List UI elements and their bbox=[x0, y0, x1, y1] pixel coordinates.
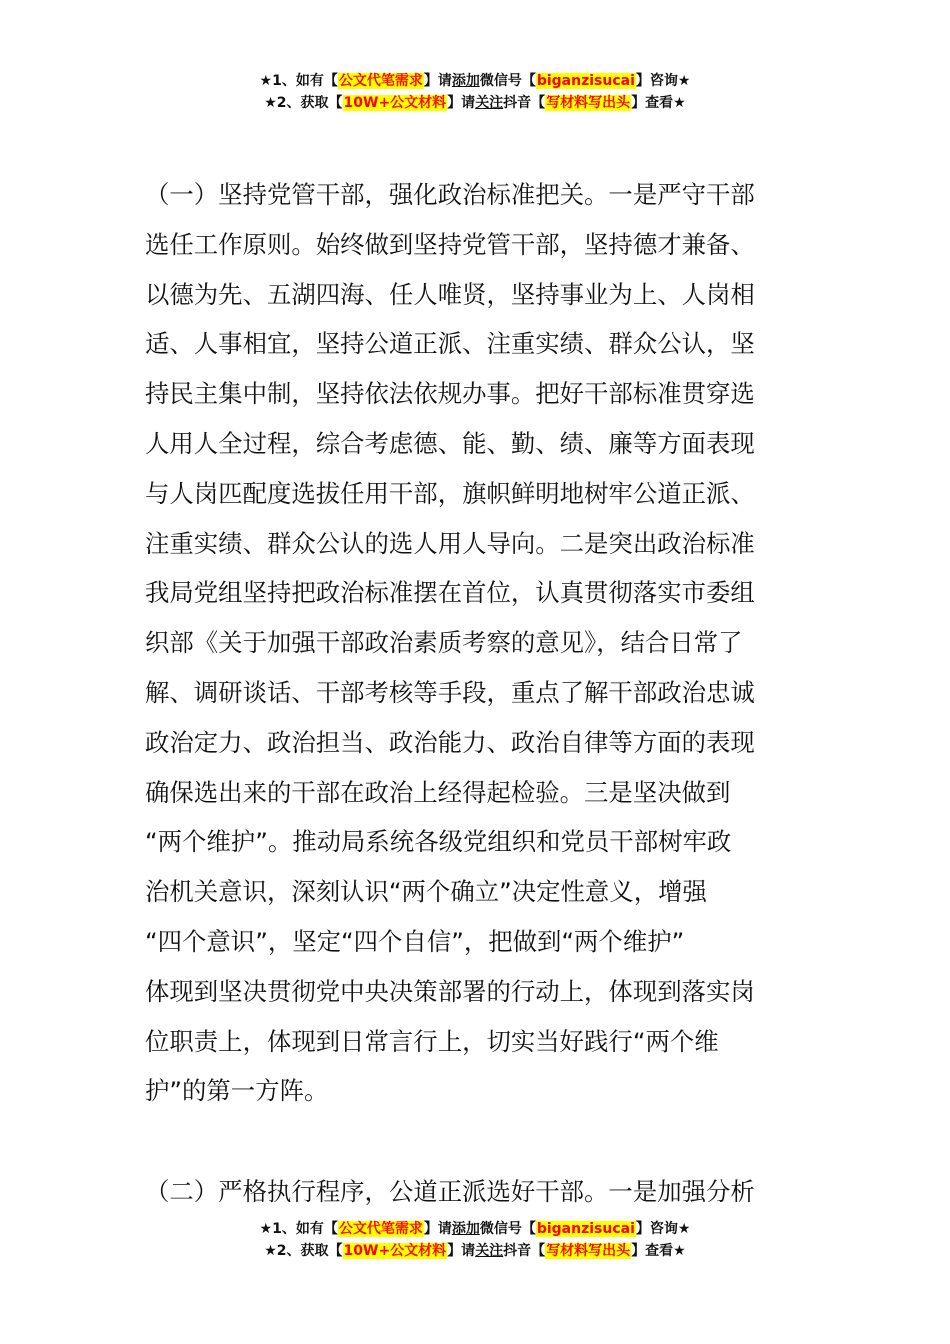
promo-text: 微信号【 bbox=[479, 73, 536, 89]
promo-highlight: biganzisucai bbox=[536, 1221, 635, 1237]
paragraph-line: 持民主集中制，坚持依法依规办事。把好干部标准贯穿选 bbox=[145, 379, 755, 409]
paragraph-line: （一）坚持党管干部，强化政治标准把关。一是严守干部 bbox=[145, 180, 755, 209]
promo-highlight: 10W+公文材料 bbox=[343, 95, 447, 111]
promo-text: 】请 bbox=[423, 73, 452, 89]
header-promo-banner bbox=[0, 70, 950, 114]
paragraph-line: “四个意识”，坚定“四个自信”，把做到“两个维护” bbox=[145, 926, 685, 956]
promo-line-1 bbox=[0, 70, 950, 92]
paragraph-line: 适、人事相宜，坚持公道正派、注重实绩、群众公认，坚 bbox=[145, 329, 755, 359]
paragraph-line: 体现到坚决贯彻党中央决策部署的行动上，体现到落实岗 bbox=[145, 976, 755, 1006]
paragraph-line: 以德为先、五湖四海、任人唯贤，坚持事业为上、人岗相 bbox=[145, 279, 755, 309]
body-paragraph-2 bbox=[145, 1167, 810, 1217]
paragraph-line: 位职责上，体现到日常言行上，切实当好践行“两个维 bbox=[145, 1026, 719, 1056]
promo-line-2 bbox=[0, 1240, 950, 1262]
promo-underline: 添加 bbox=[451, 1221, 480, 1237]
paragraph-line: 政治定力、政治担当、政治能力、政治自律等方面的表现 bbox=[145, 727, 755, 757]
promo-text: 】请 bbox=[447, 95, 476, 111]
promo-highlight: 写材料写出头 bbox=[546, 1243, 631, 1259]
promo-text: 】请 bbox=[423, 1221, 452, 1237]
promo-underline: 添加 bbox=[451, 73, 480, 89]
paragraph-line: 我局党组坚持把政治标准摆在首位，认真贯彻落实市委组 bbox=[145, 578, 755, 608]
promo-text: 】咨询★ bbox=[635, 1221, 691, 1237]
promo-text: 微信号【 bbox=[479, 1221, 536, 1237]
paragraph-line: 选任工作原则。始终做到坚持党管干部，坚持德才兼备、 bbox=[145, 229, 755, 259]
paragraph-line: 护”的第一方阵。 bbox=[145, 1076, 329, 1106]
promo-highlight: biganzisucai bbox=[536, 73, 635, 89]
paragraph-line: “两个维护”。推动局系统各级党组织和党员干部树牢政 bbox=[145, 827, 732, 857]
body-paragraph-1 bbox=[145, 170, 810, 1116]
paragraph-line: 治机关意识，深刻认识“两个确立”决定性意义，增强 bbox=[145, 877, 707, 907]
promo-line-1 bbox=[0, 1218, 950, 1240]
promo-highlight: 公文代笔需求 bbox=[338, 73, 423, 89]
promo-text: 】咨询★ bbox=[635, 73, 691, 89]
paragraph-line: 解、调研谈话、干部考核等手段，重点了解干部政治忠诚 bbox=[145, 677, 755, 707]
promo-text: 】查看★ bbox=[631, 1243, 686, 1259]
promo-text: 】查看★ bbox=[631, 95, 686, 111]
paragraph-line: 确保选出来的干部在政治上经得起检验。三是坚决做到 bbox=[145, 777, 731, 807]
promo-highlight: 公文代笔需求 bbox=[338, 1221, 423, 1237]
paragraph-line: 人用人全过程，综合考虑德、能、勤、绩、廉等方面表现 bbox=[145, 428, 755, 458]
promo-underline: 关注 bbox=[475, 1243, 504, 1259]
promo-highlight: 10W+公文材料 bbox=[343, 1243, 447, 1259]
promo-highlight: 写材料写出头 bbox=[546, 95, 631, 111]
promo-underline: 关注 bbox=[475, 95, 504, 111]
paragraph-line: （二）严格执行程序，公道正派选好干部。一是加强分析 bbox=[145, 1177, 755, 1206]
promo-text: ★2、获取【 bbox=[264, 95, 343, 111]
paragraph-line: 注重实绩、群众公认的选人用人导向。二是突出政治标准 bbox=[145, 528, 755, 558]
promo-text: 】请 bbox=[447, 1243, 476, 1259]
promo-line-2 bbox=[0, 92, 950, 114]
promo-text: ★1、如有【 bbox=[259, 73, 338, 89]
promo-text: ★1、如有【 bbox=[259, 1221, 338, 1237]
paragraph-line: 与人岗匹配度选拔任用干部，旗帜鲜明地树牢公道正派、 bbox=[145, 478, 755, 508]
promo-text: ★2、获取【 bbox=[264, 1243, 343, 1259]
promo-text: 抖音【 bbox=[503, 1243, 546, 1259]
promo-text: 抖音【 bbox=[503, 95, 546, 111]
paragraph-line: 织部《关于加强干部政治素质考察的意见》，结合日常了 bbox=[145, 628, 743, 658]
footer-promo-banner bbox=[0, 1218, 950, 1262]
